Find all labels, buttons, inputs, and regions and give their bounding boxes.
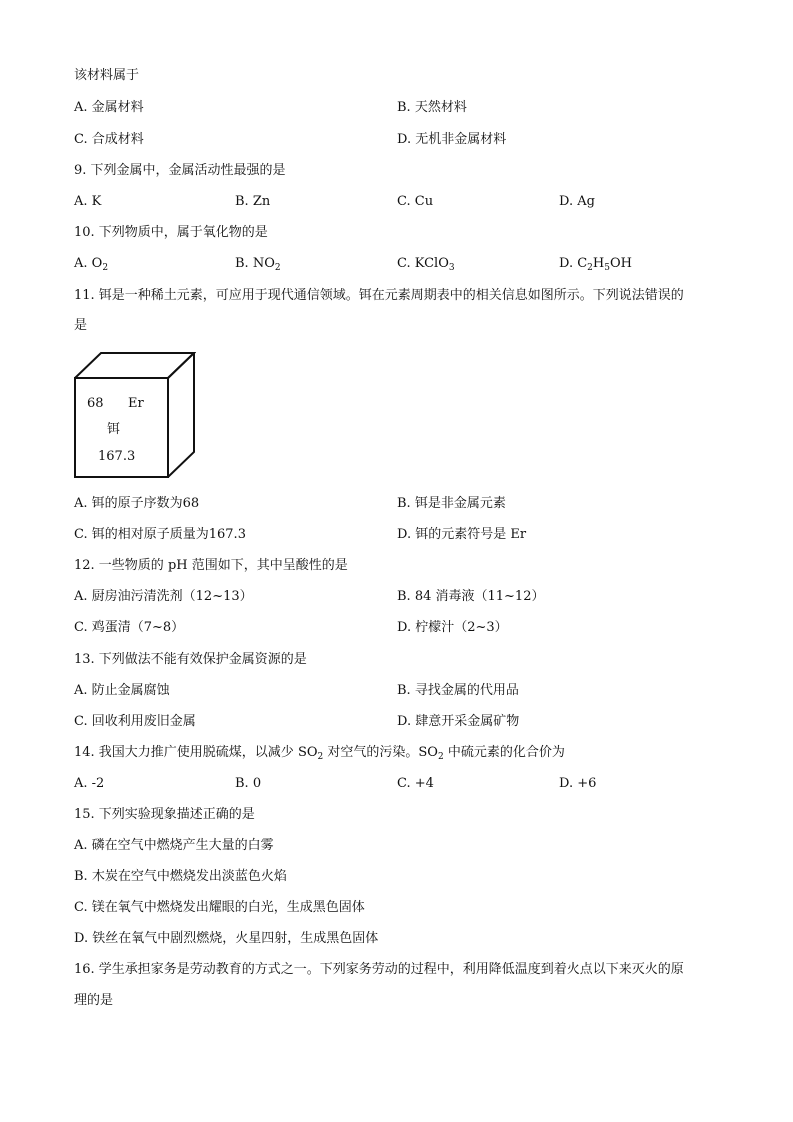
q8-option-b: B. 天然材料 xyxy=(397,100,467,115)
q14-option-c: C. +4 xyxy=(397,776,434,791)
q14-option-d: D. +6 xyxy=(559,776,597,791)
q15-option-d: D. 铁丝在氧气中剧烈燃烧，火星四射，生成黑色固体 xyxy=(74,931,379,946)
q16-stem-line2: 理的是 xyxy=(74,993,114,1008)
q8-option-c: C. 合成材料 xyxy=(74,132,144,147)
q10-option-d: D. $C_2H_5OH$ xyxy=(559,256,632,273)
q10-option-a: A. $O_2$ xyxy=(74,256,109,273)
q15-option-c: C. 镁在氧气中燃烧发出耀眼的白光，生成黑色固体 xyxy=(74,900,365,915)
question-stem-continuation: 该材料属于 xyxy=(74,68,140,83)
q16-stem-line1: 16. 学生承担家务是劳动教育的方式之一。下列家务劳动的过程中，利用降低温度到着火点以下来灭火的原 xyxy=(74,962,684,977)
q11-stem-line2: 是 xyxy=(74,318,88,333)
q8-option-a: A. 金属材料 xyxy=(74,100,144,115)
q11-option-a: A. 铒的原子序数为68 xyxy=(74,496,200,511)
q12-option-c: C. 鸡蛋清（7~8） xyxy=(74,620,185,635)
element-atomic-mass: 167.3 xyxy=(98,449,136,464)
q12-option-b: B. 84 消毒液（11~12） xyxy=(397,589,545,604)
q14-option-b: B. 0 xyxy=(235,776,262,791)
q13-option-a: A. 防止金属腐蚀 xyxy=(74,683,170,698)
q14-option-a: A. -2 xyxy=(74,776,105,791)
q12-option-a: A. 厨房油污清洗剂（12~13） xyxy=(74,589,253,604)
q15-option-b: B. 木炭在空气中燃烧发出淡蓝色火焰 xyxy=(74,869,287,884)
q11-option-b: B. 铒是非金属元素 xyxy=(397,496,506,511)
element-cell-figure xyxy=(74,352,196,478)
element-name: 铒 xyxy=(107,422,121,437)
element-atomic-number: 68 xyxy=(87,396,104,411)
q13-option-b: B. 寻找金属的代用品 xyxy=(397,683,519,698)
q15-option-a: A. 磷在空气中燃烧产生大量的白雾 xyxy=(74,838,274,853)
q12-stem: 12. 一些物质的 pH 范围如下，其中呈酸性的是 xyxy=(74,558,348,573)
q13-option-d: D. 肆意开采金属矿物 xyxy=(397,714,520,729)
q11-stem-line1: 11. 铒是一种稀土元素，可应用于现代通信领域。铒在元素周期表中的相关信息如图所示。下列说法错误的 xyxy=(74,288,684,303)
q9-option-d: D. Ag xyxy=(559,194,595,209)
q9-stem: 9. 下列金属中，金属活动性最强的是 xyxy=(74,163,286,178)
cube-side-face xyxy=(168,353,194,477)
element-symbol: Er xyxy=(128,396,144,411)
q14-stem: 14. 我国大力推广使用脱硫煤，以减少 $SO_2$ 对空气的污染。$SO_2$ 中硫元素的化合价为 xyxy=(74,745,565,762)
q9-option-a: A. K xyxy=(74,194,102,209)
q10-stem: 10. 下列物质中，属于氧化物的是 xyxy=(74,225,268,240)
q10-option-b: B. $NO_2$ xyxy=(235,256,281,273)
q9-option-b: B. Zn xyxy=(235,194,271,209)
q9-option-c: C. Cu xyxy=(397,194,434,209)
q13-option-c: C. 回收利用废旧金属 xyxy=(74,714,196,729)
q13-stem: 13. 下列做法不能有效保护金属资源的是 xyxy=(74,652,307,667)
cube-top-face xyxy=(75,353,194,378)
q10-option-c: C. KClO$_3$ xyxy=(397,256,455,273)
q15-stem: 15. 下列实验现象描述正确的是 xyxy=(74,807,255,822)
q8-option-d: D. 无机非金属材料 xyxy=(397,132,507,147)
q11-option-c: C. 铒的相对原子质量为167.3 xyxy=(74,527,246,542)
q12-option-d: D. 柠檬汁（2~3） xyxy=(397,620,508,635)
q11-option-d: D. 铒的元素符号是 Er xyxy=(397,527,527,542)
